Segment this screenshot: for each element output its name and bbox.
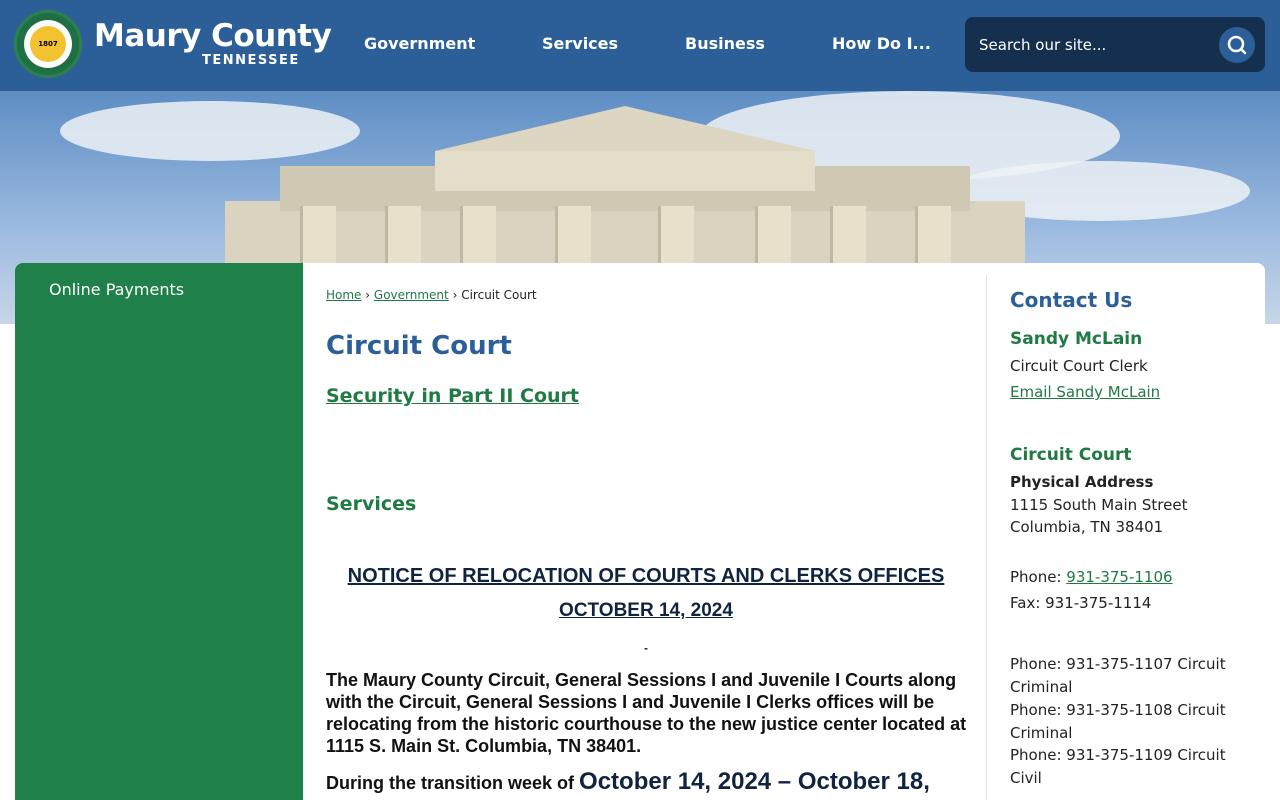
breadcrumb-current: Circuit Court [461,288,537,302]
fax: Fax: 931-375-1114 [1010,594,1152,612]
phone-line: Phone: 931-375-1109 Circuit [1010,746,1226,764]
notice-date: OCTOBER 14, 2024 [559,600,733,621]
address-label: Physical Address [1010,473,1154,491]
office-name: Circuit Court [1010,445,1132,465]
contact-heading: Contact Us [1010,288,1133,312]
phone-link[interactable]: 931-375-1106 [1066,568,1173,586]
nav-how-do-i[interactable]: How Do I... [832,34,931,53]
sidebar-item-online-payments[interactable]: Online Payments [49,280,185,299]
services-heading: Services [326,493,417,515]
phone-line: Phone: 931-375-1107 Circuit [1010,655,1226,673]
brand-name[interactable]: Maury County [94,18,332,54]
search-icon [1219,27,1255,63]
phone-line: Civil [1010,769,1042,787]
transition-paragraph [326,768,1006,796]
county-seal-logo[interactable]: 1807 [14,10,82,78]
phone-label: Phone: [1010,568,1067,586]
notice-title: NOTICE OF RELOCATION OF COURTS AND CLERKS OFFICES [347,565,945,587]
address-line2: Columbia, TN 38401 [1010,518,1164,536]
phone-row [1010,568,1173,586]
breadcrumb-home[interactable]: Home [326,288,362,302]
email-contact-link[interactable]: Email Sandy McLain [1010,383,1161,401]
divider [986,275,987,800]
relocation-paragraph: The Maury County Circuit, General Sessions I and Juvenile I Courts along with the Circuit, General Sessions I and Juvenile I Clerks offices will be relocating from the historic courthouse to the new justice center located at 1115 S. Main St. Columbia, TN 38401. [326,670,967,756]
contact-name: Sandy McLain [1010,329,1143,349]
site-header [0,0,1280,91]
breadcrumb-separator: › [452,288,458,302]
phone-line: Criminal [1010,678,1073,696]
nav-business[interactable]: Business [685,34,765,53]
notice-dash: - [644,641,648,655]
search-box [965,17,1265,72]
breadcrumb-government[interactable]: Government [373,288,449,302]
contact-role: Circuit Court Clerk [1010,357,1148,375]
phone-line: Criminal [1010,724,1073,742]
transition-prefix: During the transition week of [326,773,580,793]
main-content [303,263,1265,800]
nav-services[interactable]: Services [542,34,619,53]
breadcrumb [326,288,537,302]
left-sidebar [15,263,303,800]
nav-government[interactable]: Government [364,34,476,53]
security-link[interactable]: Security in Part II Court [326,385,580,407]
search-input[interactable] [979,33,1209,57]
phone-line: Phone: 931-375-1108 Circuit [1010,701,1226,719]
page-title: Circuit Court [326,331,512,361]
address-line1: 1115 South Main Street [1010,496,1188,514]
breadcrumb-separator: › [365,288,371,302]
search-button[interactable] [1219,27,1255,63]
transition-dates: October 14, 2024 – October 18, [579,768,930,795]
brand-state: TENNESSEE [202,53,300,68]
